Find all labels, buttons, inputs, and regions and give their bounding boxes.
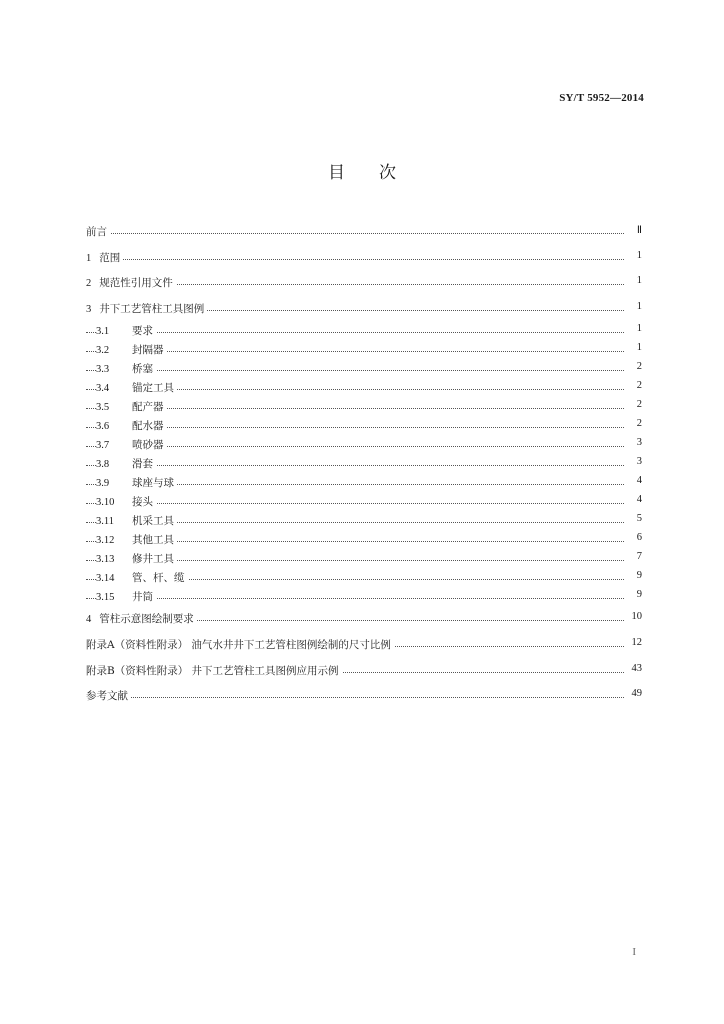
toc-entry-number: 3.12 [96, 535, 115, 547]
toc-entry[interactable] [86, 218, 642, 244]
toc-entry-page: 3 [634, 437, 642, 448]
toc-entry-text [96, 437, 167, 452]
toc-entry-label: 管柱示意图绘制要求 [99, 613, 194, 626]
toc-entry-text [86, 224, 110, 239]
page-number: I [632, 946, 636, 958]
toc-entry[interactable] [86, 453, 642, 472]
toc-entry-number: 3.11 [96, 516, 114, 528]
toc-entry-text [86, 275, 176, 290]
toc-entry-page: Ⅱ [634, 224, 642, 236]
toc-entry-page: 10 [629, 611, 643, 622]
toc-entry-label: 附录A（资料性附录） 油气水井井下工艺管柱图例绘制的尺寸比例 [86, 638, 391, 651]
toc-entry-label: 其他工具 [132, 534, 174, 547]
toc-entry-text [86, 637, 394, 652]
toc-entry[interactable] [86, 377, 642, 396]
dot-leader [86, 427, 624, 428]
toc-entry-page: 7 [634, 551, 642, 562]
toc-entry[interactable] [86, 657, 642, 683]
toc-entry[interactable] [86, 472, 642, 491]
dot-leader [86, 351, 624, 352]
toc-entry-page: 12 [629, 637, 643, 648]
toc-entry-label: 井下工艺管柱工具图例 [99, 302, 205, 315]
toc-entry-text [86, 250, 123, 265]
toc-entry-page: 2 [634, 361, 642, 372]
toc-entry-label: 井筒 [132, 591, 153, 604]
toc-entry-page: 2 [634, 399, 642, 410]
table-of-contents [86, 218, 642, 708]
toc-entry[interactable] [86, 269, 642, 295]
standard-code: SY/T 5952—2014 [559, 92, 644, 104]
toc-entry-number: 3.6 [96, 421, 110, 433]
dot-leader [86, 259, 624, 260]
toc-entry-page: 43 [629, 663, 643, 674]
toc-entry[interactable] [86, 529, 642, 548]
toc-entry-number: 4 [86, 614, 92, 626]
toc-entry-text [86, 663, 342, 678]
toc-entry[interactable] [86, 295, 642, 321]
toc-entry-text [96, 342, 167, 357]
toc-entry[interactable] [86, 434, 642, 453]
toc-entry-number: 1 [86, 252, 92, 264]
toc-entry-label: 要求 [132, 325, 153, 338]
page-title: 目次 [328, 163, 430, 183]
toc-entry[interactable] [86, 491, 642, 510]
toc-entry-page: 2 [634, 380, 642, 391]
toc-entry-text [96, 418, 167, 433]
toc-entry-number: 3.4 [96, 383, 110, 395]
dot-leader [86, 233, 624, 234]
toc-entry-text [96, 399, 167, 414]
toc-entry-number: 3.2 [96, 345, 110, 357]
toc-entry-label: 接头 [132, 496, 153, 509]
toc-entry-text [96, 494, 156, 509]
dot-leader [86, 446, 624, 447]
toc-entry-label: 喷砂器 [132, 439, 164, 452]
toc-entry-page: 1 [634, 323, 642, 334]
toc-entry-label: 配水器 [132, 420, 164, 433]
toc-entry[interactable] [86, 567, 642, 586]
toc-entry-text [96, 570, 188, 585]
toc-entry[interactable] [86, 586, 642, 605]
toc-entry-number: 3.7 [96, 440, 110, 452]
toc-entry-page: 4 [634, 475, 642, 486]
toc-entry-text [96, 323, 156, 338]
toc-entry[interactable] [86, 631, 642, 657]
toc-entry-number: 2 [86, 278, 92, 290]
toc-entry-page: 3 [634, 456, 642, 467]
toc-entry-text [96, 589, 156, 604]
dot-leader [86, 370, 624, 371]
toc-entry-label: 管、杆、缆 [132, 572, 185, 585]
toc-entry-page: 9 [634, 570, 642, 581]
toc-entry-page: 1 [634, 301, 642, 312]
toc-entry-number: 3.8 [96, 459, 110, 471]
toc-entry-page: 1 [634, 275, 642, 286]
toc-entry-page: 1 [634, 250, 642, 261]
toc-entry-text [96, 456, 156, 471]
toc-entry-text [96, 551, 177, 566]
toc-entry-text [86, 611, 197, 626]
toc-entry[interactable] [86, 415, 642, 434]
toc-entry-page: 1 [634, 342, 642, 353]
toc-entry-number: 3.3 [96, 364, 110, 376]
dot-leader [86, 408, 624, 409]
dot-leader [86, 465, 624, 466]
dot-leader [86, 697, 624, 698]
toc-entry-number: 3.5 [96, 402, 110, 414]
toc-entry[interactable] [86, 510, 642, 529]
toc-entry[interactable] [86, 396, 642, 415]
toc-entry-number: 3.9 [96, 478, 110, 490]
toc-entry-text [96, 475, 177, 490]
dot-leader [86, 503, 624, 504]
toc-entry-page: 4 [634, 494, 642, 505]
toc-entry[interactable] [86, 682, 642, 708]
toc-entry[interactable] [86, 358, 642, 377]
toc-entry-label: 规范性引用文件 [99, 277, 173, 290]
toc-entry-page: 5 [634, 513, 642, 524]
toc-entry-label: 配产器 [132, 401, 164, 414]
toc-entry-text [96, 513, 177, 528]
toc-entry-label: 球座与球 [132, 477, 174, 490]
toc-entry-page: 49 [629, 688, 643, 699]
toc-entry-label: 前言 [86, 226, 107, 238]
toc-entry-page: 9 [634, 589, 642, 600]
dot-leader [86, 598, 624, 599]
toc-entry-label: 封隔器 [132, 344, 164, 357]
toc-entry-label: 参考文献 [86, 690, 128, 703]
toc-entry[interactable] [86, 320, 642, 339]
dot-leader [86, 332, 624, 333]
toc-entry[interactable] [86, 339, 642, 358]
toc-entry[interactable] [86, 548, 642, 567]
toc-entry-label: 滑套 [132, 458, 153, 471]
toc-entry-number: 3.13 [96, 554, 115, 566]
toc-entry-number: 3.1 [96, 326, 110, 338]
toc-entry-number: 3.14 [96, 573, 115, 585]
toc-entry-number: 3.15 [96, 592, 115, 604]
toc-entry-label: 附录B（资料性附录） 井下工艺管柱工具图例应用示例 [86, 664, 339, 677]
toc-entry-label: 桥塞 [132, 363, 153, 376]
toc-entry-number: 3.10 [96, 497, 115, 509]
toc-entry-text [96, 361, 156, 376]
toc-entry[interactable] [86, 605, 642, 631]
toc-entry-text [86, 688, 131, 703]
toc-entry-label: 机采工具 [132, 515, 174, 528]
toc-entry-label: 修井工具 [132, 553, 174, 566]
toc-entry-text [96, 380, 177, 395]
toc-entry-page: 2 [634, 418, 642, 429]
toc-entry[interactable] [86, 244, 642, 270]
toc-entry-text [96, 532, 177, 547]
toc-entry-number: 3 [86, 303, 92, 315]
toc-entry-page: 6 [634, 532, 642, 543]
toc-entry-text [86, 301, 207, 316]
toc-entry-label: 锚定工具 [132, 382, 174, 395]
toc-entry-label: 范围 [99, 251, 121, 264]
